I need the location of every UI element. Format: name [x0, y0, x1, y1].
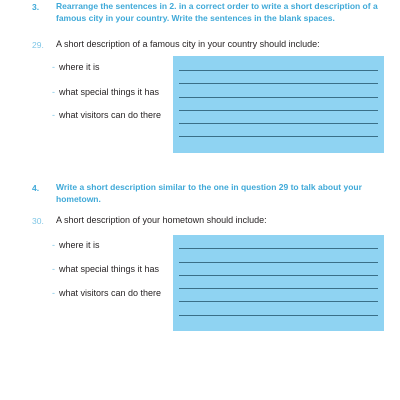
writing-line: [179, 123, 378, 124]
question-4-number: 4.: [32, 183, 40, 193]
item-30-bullet-special-things: - what special things it has: [52, 264, 160, 274]
question-4-text: Write a short description similar to the one in question 29 to talk about your hometown.: [56, 182, 362, 204]
writing-line: [179, 288, 378, 289]
item-30-bullet-visitor-activities: - what visitors can do there: [52, 288, 162, 298]
writing-line: [179, 301, 378, 302]
item-30-writing-box[interactable]: [173, 235, 384, 331]
writing-line: [179, 262, 378, 263]
item-29-prompt: A short description of a famous city in your country should include:: [56, 39, 320, 49]
item-29-bullet-visitor-activities: - what visitors can do there: [52, 110, 162, 120]
writing-line: [179, 70, 378, 71]
item-29-bullet-location: - where it is: [52, 62, 100, 72]
item-29-writing-box[interactable]: [173, 56, 384, 153]
writing-line: [179, 315, 378, 316]
question-3-number: 3.: [32, 2, 40, 12]
question-3-text: Rearrange the sentences in 2. in a correct order to write a short description of a famous city in your country. Write the sentences in the blank spaces.: [56, 1, 378, 23]
item-30-prompt: A short description of your hometown should include:: [56, 215, 267, 225]
writing-line: [179, 275, 378, 276]
writing-line: [179, 97, 378, 98]
writing-line: [179, 136, 378, 137]
item-29-number: 29.: [32, 40, 44, 50]
writing-line: [179, 83, 378, 84]
writing-line: [179, 110, 378, 111]
item-30-number: 30.: [32, 216, 44, 226]
item-29-bullet-special-things: - what special things it has: [52, 87, 160, 97]
item-30-bullet-location: - where it is: [52, 240, 100, 250]
writing-line: [179, 248, 378, 249]
